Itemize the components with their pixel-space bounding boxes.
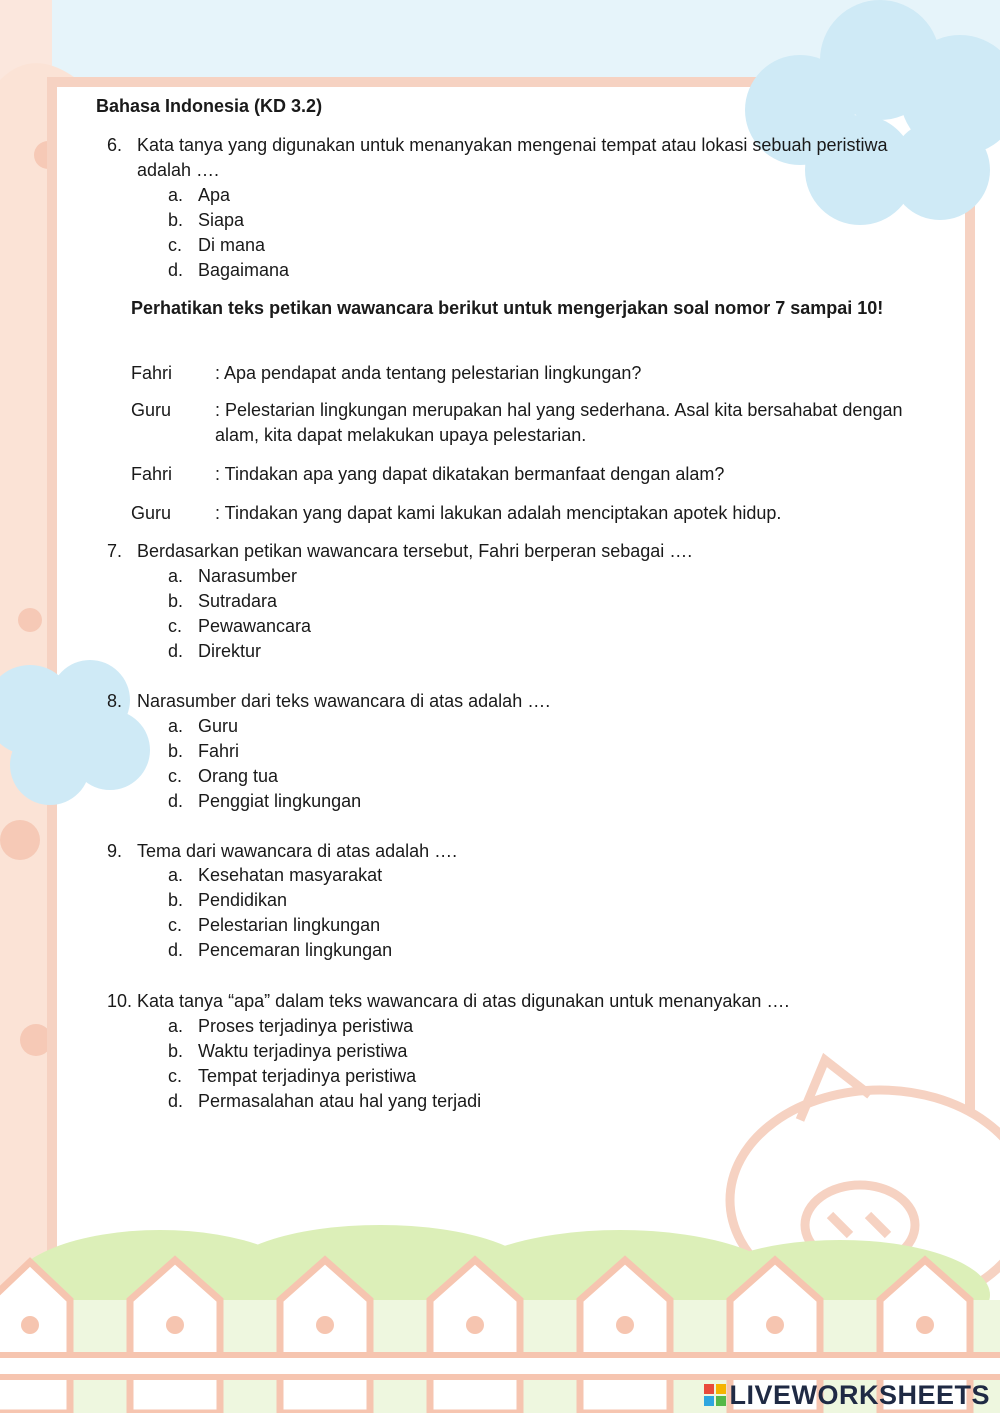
option-text: Kesehatan masyarakat [198, 865, 383, 885]
option[interactable] [168, 564, 311, 589]
option[interactable] [168, 888, 392, 913]
option[interactable] [168, 1014, 481, 1039]
option-text: Tempat terjadinya peristiwa [198, 1066, 417, 1086]
option-text: Penggiat lingkungan [198, 791, 362, 811]
option-text: Pencemaran lingkungan [198, 940, 393, 960]
option-letter: d. [168, 1091, 184, 1111]
question-8 [107, 689, 551, 714]
option-text: Apa [198, 185, 231, 205]
question-10-options [168, 1014, 481, 1114]
page-title: Bahasa Indonesia (KD 3.2) [96, 96, 323, 116]
option[interactable] [168, 913, 392, 938]
option-letter: c. [168, 1066, 183, 1086]
question-9 [107, 839, 458, 864]
option[interactable] [168, 183, 289, 208]
option-text: Siapa [198, 210, 245, 230]
utterance: : Tindakan apa yang dapat dikatakan bermanfaat dengan alam? [215, 464, 725, 484]
option-letter: d. [168, 791, 184, 811]
speaker: Guru [131, 503, 172, 523]
utterance: : Pelestarian lingkungan merupakan hal yang sederhana. Asal kita bersahabat dengan alam, kita dapat melakukan upaya pelestarian. [215, 400, 903, 445]
option[interactable] [168, 714, 361, 739]
option-letter: b. [168, 890, 184, 910]
option-letter: a. [168, 865, 184, 885]
question-9-options [168, 863, 392, 963]
option-letter: b. [168, 1041, 184, 1061]
option-letter: d. [168, 641, 184, 661]
question-7-options [168, 564, 311, 664]
option-text: Narasumber [198, 566, 298, 586]
liveworksheets-logo[interactable] [704, 1380, 990, 1411]
option-letter: d. [168, 260, 184, 280]
option[interactable] [168, 1039, 481, 1064]
option-text: Permasalahan atau hal yang terjadi [198, 1091, 482, 1111]
option[interactable] [168, 863, 392, 888]
option[interactable] [168, 764, 361, 789]
speaker: Guru [131, 400, 172, 420]
speaker: Fahri [131, 363, 173, 383]
option-letter: c. [168, 915, 183, 935]
question-number: 8. [107, 691, 123, 711]
option-letter: a. [168, 566, 184, 586]
option[interactable] [168, 1064, 481, 1089]
question-6 [107, 133, 888, 180]
interview-instruction: Perhatikan teks petikan wawancara berikut untuk mengerjakan soal nomor 7 sampai 10! [131, 298, 884, 318]
option[interactable] [168, 208, 289, 233]
option-letter: a. [168, 716, 184, 736]
option-letter: a. [168, 1016, 184, 1036]
option-text: Direktur [198, 641, 262, 661]
option-text: Di mana [198, 235, 266, 255]
option-letter: a. [168, 185, 184, 205]
option[interactable] [168, 639, 311, 664]
question-6-options [168, 183, 289, 283]
option-text: Pelestarian lingkungan [198, 915, 381, 935]
option-text: Guru [198, 716, 239, 736]
option-letter: b. [168, 591, 184, 611]
option-text: Orang tua [198, 766, 279, 786]
question-text: Berdasarkan petikan wawancara tersebut, Fahri berperan sebagai …. [137, 541, 693, 561]
logo-text: LIVEWORKSHEETS [729, 1380, 990, 1410]
option-letter: c. [168, 235, 183, 255]
question-8-options [168, 714, 361, 814]
option-text: Sutradara [198, 591, 278, 611]
option[interactable] [168, 938, 392, 963]
option-letter: b. [168, 741, 184, 761]
option[interactable] [168, 233, 289, 258]
option[interactable] [168, 739, 361, 764]
question-7 [107, 539, 693, 564]
option-text: Bagaimana [198, 260, 290, 280]
option-text: Pewawancara [198, 616, 312, 636]
option-text: Proses terjadinya peristiwa [198, 1016, 414, 1036]
question-text: Narasumber dari teks wawancara di atas adalah …. [137, 691, 551, 711]
utterance: : Tindakan yang dapat kami lakukan adalah menciptakan apotek hidup. [215, 503, 782, 523]
question-number: 6. [107, 135, 123, 155]
option-text: Pendidikan [198, 890, 288, 910]
option[interactable] [168, 789, 361, 814]
option[interactable] [168, 589, 311, 614]
question-text: Tema dari wawancara di atas adalah …. [137, 841, 458, 861]
option-text: Fahri [198, 741, 240, 761]
option[interactable] [168, 614, 311, 639]
logo-icon [704, 1384, 726, 1406]
option-letter: c. [168, 616, 183, 636]
option-text: Waktu terjadinya peristiwa [198, 1041, 408, 1061]
question-number: 7. [107, 541, 123, 561]
question-number: 10. [107, 991, 133, 1011]
speaker: Fahri [131, 464, 173, 484]
question-text: Kata tanya yang digunakan untuk menanyakan mengenai tempat atau lokasi sebuah peristiwa adalah …. [137, 135, 888, 180]
option[interactable] [168, 1089, 481, 1114]
option[interactable] [168, 258, 289, 283]
question-10 [107, 989, 790, 1014]
option-letter: c. [168, 766, 183, 786]
option-letter: b. [168, 210, 184, 230]
question-text: Kata tanya “apa” dalam teks wawancara di atas digunakan untuk menanyakan …. [137, 991, 790, 1011]
utterance: : Apa pendapat anda tentang pelestarian lingkungan? [215, 363, 642, 383]
option-letter: d. [168, 940, 184, 960]
question-number: 9. [107, 841, 123, 861]
